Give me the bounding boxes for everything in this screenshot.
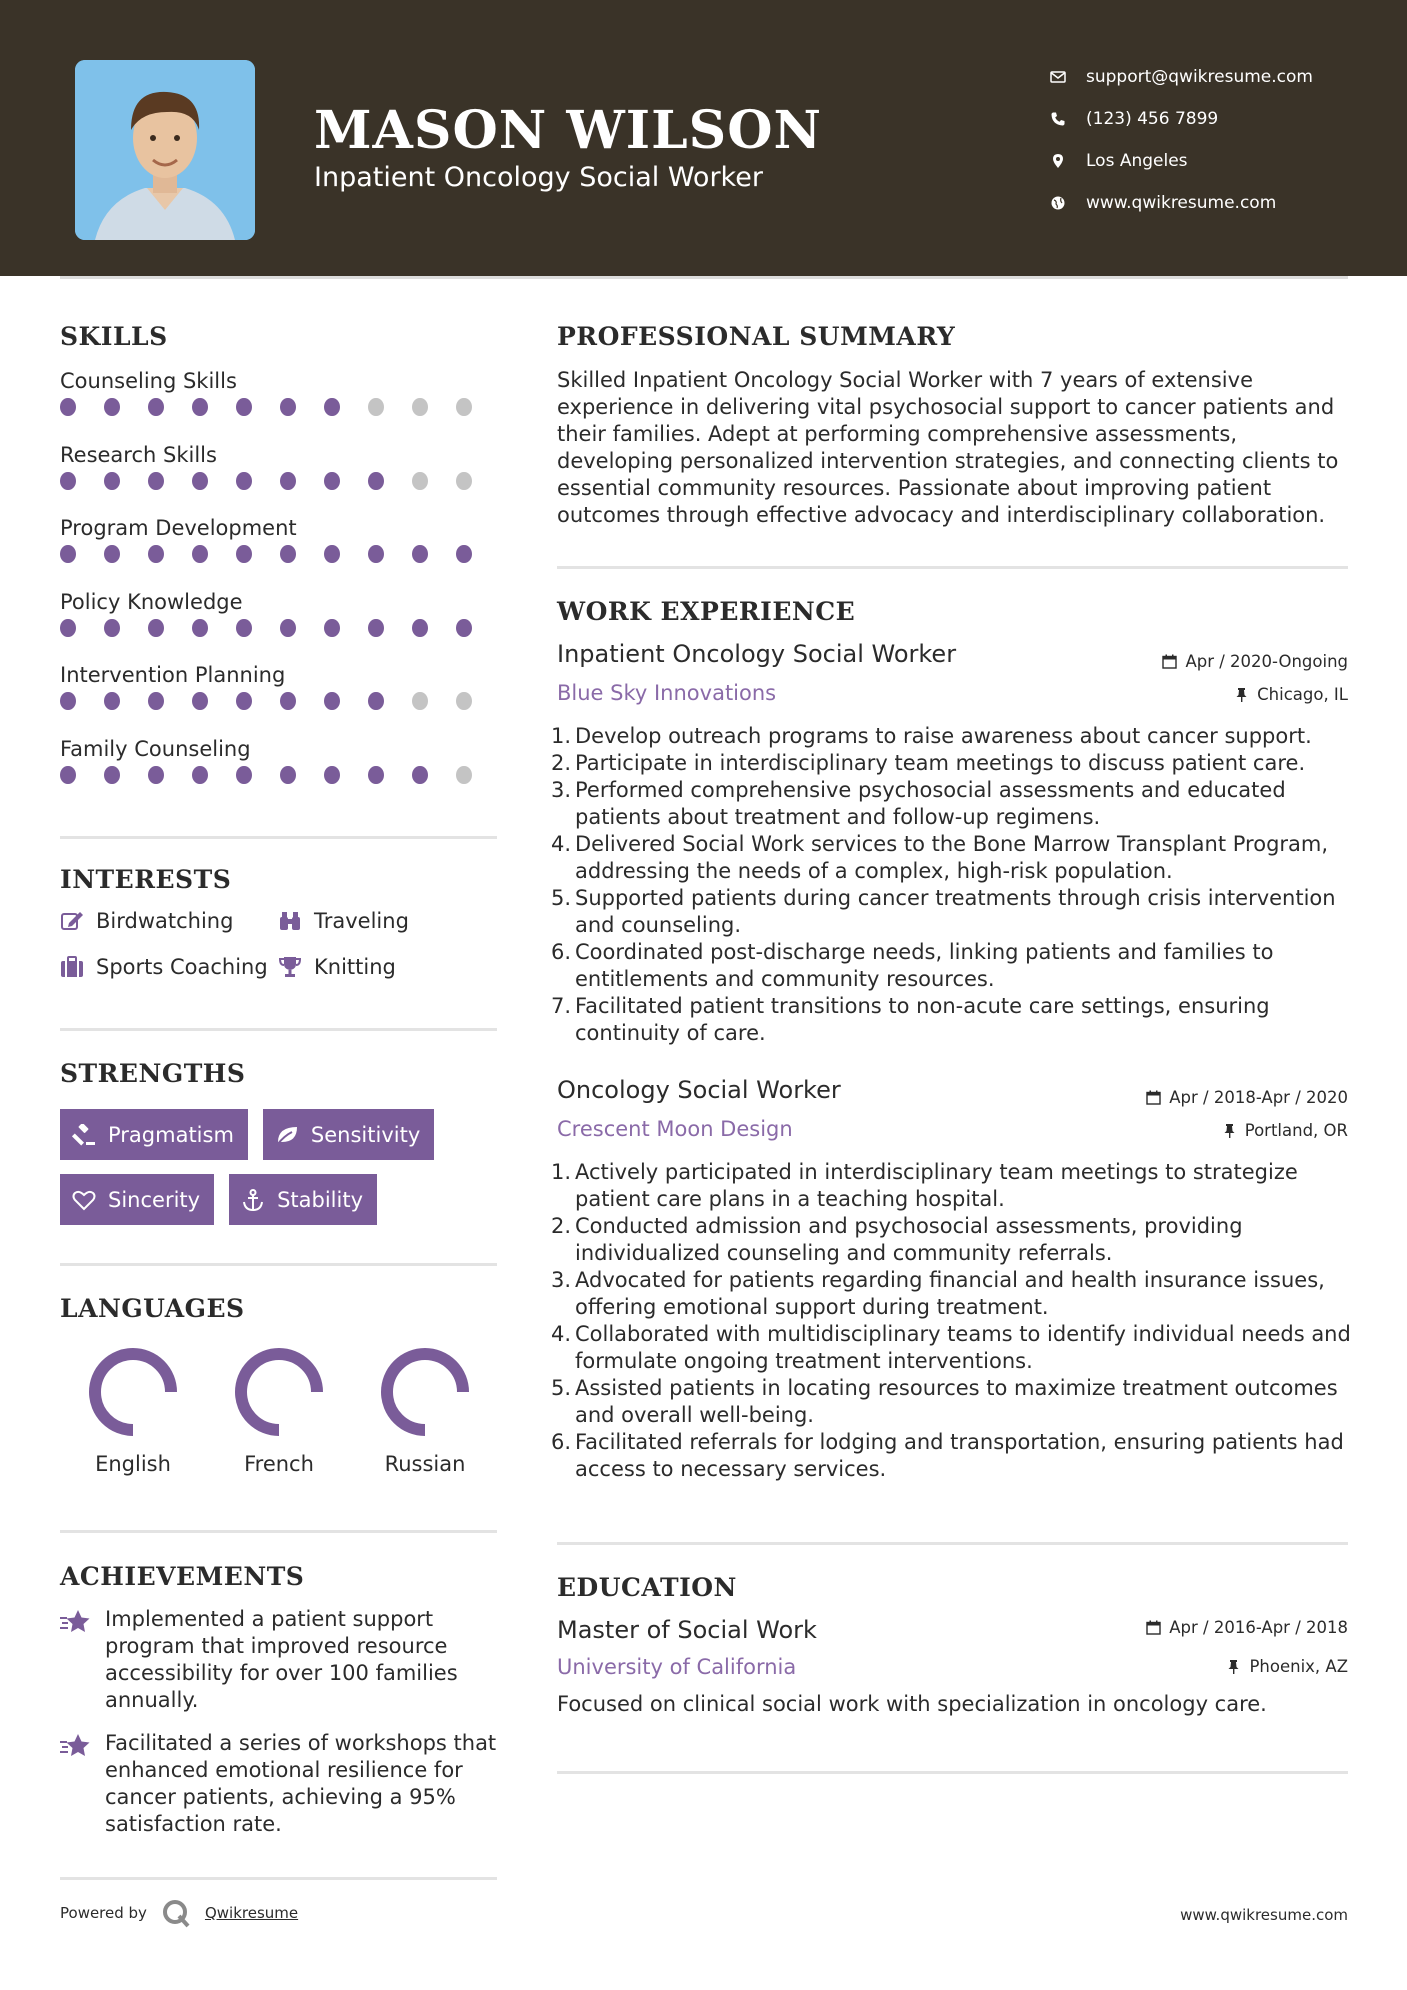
rating-dot-filled [104, 766, 120, 784]
job-bullet [551, 1213, 1351, 1267]
skills-heading: SKILLS [60, 322, 168, 351]
education-dates-text: Apr / 2016-Apr / 2018 [1169, 1618, 1348, 1637]
job-bullet [551, 1375, 1351, 1429]
job-bullet [551, 750, 1351, 777]
interest-item [278, 951, 478, 983]
language-label: English [95, 1452, 171, 1476]
rating-dot-filled [148, 398, 164, 416]
job-bullet [551, 1321, 1351, 1375]
section-divider [60, 1530, 497, 1533]
bullet-text: Facilitated patient transitions to non-acute care settings, ensuring continuity of care. [575, 994, 1270, 1045]
rating-dot-filled [368, 692, 384, 710]
leaf-icon [275, 1124, 299, 1146]
rating-dot-filled [368, 472, 384, 490]
achievements-heading: ACHIEVEMENTS [60, 1562, 305, 1591]
achievement-text: Implemented a patient support program that improved resource accessibility for over 100 families annually. [105, 1607, 458, 1712]
job-dates [1162, 652, 1348, 671]
rating-dot-empty [412, 692, 428, 710]
rating-dot-filled [60, 766, 76, 784]
rating-dot-filled [148, 692, 164, 710]
skill-name: Program Development [60, 516, 297, 540]
interest-label: Birdwatching [96, 909, 234, 933]
interest-label: Traveling [314, 909, 409, 933]
rating-dot-filled [324, 398, 340, 416]
star-icon [60, 1732, 92, 1760]
skills-list [60, 364, 500, 805]
rating-dot-filled [60, 472, 76, 490]
candidate-name: MASON WILSON [314, 100, 823, 161]
powered-by-text: Powered by [60, 1904, 147, 1922]
profile-photo [75, 60, 255, 240]
interest-label: Knitting [314, 955, 396, 979]
bullet-number: 1. [551, 1160, 572, 1184]
skill-item [60, 511, 500, 585]
degree-title: Master of Social Work [557, 1616, 817, 1644]
briefcase-icon [60, 956, 84, 978]
work-heading: WORK EXPERIENCE [557, 597, 856, 626]
edit-icon [60, 910, 84, 932]
rating-dot-filled [60, 398, 76, 416]
rating-dot-filled [368, 766, 384, 784]
section-divider [557, 1542, 1348, 1545]
contact-location-text: Los Angeles [1086, 151, 1188, 171]
skill-name: Research Skills [60, 442, 217, 467]
footer-website[interactable]: www.qwikresume.com [1180, 1906, 1348, 1924]
job-bullet [551, 1267, 1351, 1321]
job-location-text: Chicago, IL [1257, 685, 1348, 704]
bullet-number: 5. [551, 886, 572, 910]
strength-badge [60, 1109, 248, 1160]
calendar-icon [1162, 654, 1177, 669]
bullet-text: Participate in interdisciplinary team meetings to discuss patient care. [575, 751, 1306, 775]
strength-label: Sensitivity [310, 1122, 421, 1147]
language-label: French [244, 1452, 314, 1476]
section-divider [557, 1771, 1348, 1774]
bullet-number: 3. [551, 778, 572, 802]
languages-list [60, 1344, 500, 1476]
skill-rating [60, 398, 500, 416]
envelope-icon [1050, 69, 1066, 85]
job-bullets [551, 1159, 1351, 1483]
contact-list [1050, 56, 1370, 224]
skill-rating [60, 766, 500, 784]
job-bullet [551, 1159, 1351, 1213]
job-bullet [551, 777, 1351, 831]
education-heading: EDUCATION [557, 1573, 737, 1602]
education-location [1226, 1657, 1348, 1676]
rating-dot-filled [324, 472, 340, 490]
footer-branding [60, 1898, 298, 1928]
language-ring [377, 1344, 473, 1440]
bullet-number: 3. [551, 1268, 572, 1292]
contact-phone[interactable] [1050, 98, 1370, 140]
rating-dot-filled [192, 766, 208, 784]
rating-dot-empty [412, 398, 428, 416]
bullet-text: Collaborated with multidisciplinary teams to identify individual needs and formulate ongoing treatment interventions. [575, 1322, 1351, 1373]
rating-dot-filled [324, 692, 340, 710]
rating-dot-empty [368, 398, 384, 416]
job-location-text: Portland, OR [1244, 1121, 1348, 1140]
rating-dot-filled [456, 619, 472, 637]
interest-item [60, 951, 278, 983]
bullet-number: 4. [551, 1322, 572, 1346]
binoculars-icon [278, 910, 302, 932]
skill-item [60, 585, 500, 659]
rating-dot-filled [280, 545, 296, 563]
rating-dot-filled [412, 619, 428, 637]
rating-dot-filled [60, 692, 76, 710]
bullet-number: 5. [551, 1376, 572, 1400]
interest-label: Sports Coaching [96, 955, 268, 979]
education-dates [1146, 1618, 1348, 1637]
bullet-text: Delivered Social Work services to the Bone Marrow Transplant Program, addressing the needs of a complex, high-risk population. [575, 832, 1329, 883]
rating-dot-filled [324, 545, 340, 563]
rating-dot-filled [148, 766, 164, 784]
bullet-text: Advocated for patients regarding financial and health insurance issues, offering emotional support during treatment. [575, 1268, 1325, 1319]
job-dates-text: Apr / 2020-Ongoing [1185, 652, 1348, 671]
section-divider [557, 566, 1348, 569]
language-item [206, 1344, 352, 1476]
rating-dot-filled [148, 545, 164, 563]
calendar-icon [1146, 1620, 1161, 1635]
skill-name: Policy Knowledge [60, 589, 243, 614]
rating-dot-filled [280, 619, 296, 637]
education-location-text: Phoenix, AZ [1249, 1657, 1348, 1676]
summary-text: Skilled Inpatient Oncology Social Worker with 7 years of extensive experience in delivering vital psychosocial support to cancer patients and their families. Adept at performing comprehensive assessments, developing personalized intervention strategies, and connecting clients to essential community resources. Passionate about improving patient outcomes through effective advocacy and interdisciplinary collaboration. [557, 368, 1339, 527]
skill-item [60, 364, 500, 438]
rating-dot-filled [192, 545, 208, 563]
language-item [60, 1344, 206, 1476]
strengths-list [60, 1109, 500, 1239]
rating-dot-filled [192, 619, 208, 637]
rating-dot-filled [104, 692, 120, 710]
job-bullet [551, 723, 1351, 750]
bullet-text: Coordinated post-discharge needs, linking patients and families to entitlements and community resources. [575, 940, 1274, 991]
bullet-number: 2. [551, 751, 572, 775]
contact-website-text: www.qwikresume.com [1086, 193, 1277, 213]
bullet-text: Facilitated referrals for lodging and transportation, ensuring patients had access to necessary services. [575, 1430, 1344, 1481]
education-description: Focused on clinical social work with specialization in oncology care. [557, 1692, 1267, 1716]
language-ring [85, 1344, 181, 1440]
skill-rating [60, 692, 500, 710]
job-location [1234, 685, 1348, 704]
job-title: Oncology Social Worker [557, 1076, 841, 1104]
job-bullets [551, 723, 1351, 1047]
job-location [1222, 1121, 1348, 1140]
skill-rating [60, 545, 500, 563]
section-divider [60, 1877, 497, 1880]
languages-heading: LANGUAGES [60, 1294, 245, 1323]
school-name: University of California [557, 1655, 797, 1679]
summary-heading: PROFESSIONAL SUMMARY [557, 322, 956, 351]
job-dates-text: Apr / 2018-Apr / 2020 [1169, 1088, 1348, 1107]
rating-dot-filled [368, 545, 384, 563]
rating-dot-filled [148, 619, 164, 637]
qwikresume-logo-icon [161, 1898, 191, 1928]
rating-dot-filled [280, 692, 296, 710]
skill-name: Counseling Skills [60, 369, 237, 393]
contact-email[interactable] [1050, 56, 1370, 98]
job-bullet [551, 1429, 1351, 1483]
interests-heading: INTERESTS [60, 865, 232, 894]
rating-dot-empty [456, 398, 472, 416]
rating-dot-filled [236, 398, 252, 416]
rating-dot-empty [456, 692, 472, 710]
rating-dot-filled [236, 545, 252, 563]
rating-dot-empty [412, 472, 428, 490]
rating-dot-filled [104, 398, 120, 416]
bullet-text: Actively participated in interdisciplinary team meetings to strategize patient care plans in a teaching hospital. [575, 1160, 1298, 1211]
skill-rating [60, 472, 500, 490]
pushpin-icon [1234, 687, 1249, 702]
language-level-arc [387, 1354, 463, 1430]
rating-dot-filled [236, 692, 252, 710]
job-company: Crescent Moon Design [557, 1117, 793, 1141]
heart-icon [72, 1189, 96, 1211]
candidate-title: Inpatient Oncology Social Worker [314, 162, 763, 193]
job-title: Inpatient Oncology Social Worker [557, 640, 957, 668]
rating-dot-filled [236, 619, 252, 637]
strength-label: Sincerity [108, 1187, 201, 1212]
rating-dot-filled [104, 619, 120, 637]
achievements-list [60, 1606, 500, 1854]
header-divider [60, 276, 1348, 279]
interests-list [60, 905, 500, 983]
bullet-text: Performed comprehensive psychosocial assessments and educated patients about treatment and follow-up regimens. [575, 778, 1286, 829]
rating-dot-filled [236, 472, 252, 490]
star-icon [60, 1608, 92, 1636]
section-divider [60, 1263, 497, 1266]
gavel-icon [72, 1124, 96, 1146]
skill-item [60, 438, 500, 512]
rating-dot-filled [412, 545, 428, 563]
language-item [352, 1344, 498, 1476]
rating-dot-empty [456, 766, 472, 784]
strength-label: Pragmatism [108, 1122, 234, 1147]
bullet-number: 1. [551, 724, 572, 748]
achievement-text: Facilitated a series of workshops that enhanced emotional resilience for cancer patients, achieving a 95% satisfaction rate. [105, 1731, 497, 1836]
qwikresume-link[interactable]: Qwikresume [204, 1904, 299, 1922]
rating-dot-filled [104, 545, 120, 563]
bullet-text: Assisted patients in locating resources to maximize treatment outcomes and overall well-being. [575, 1376, 1338, 1427]
strengths-heading: STRENGTHS [60, 1059, 246, 1088]
bullet-text: Develop outreach programs to raise awareness about cancer support. [575, 724, 1312, 748]
section-divider [60, 836, 497, 839]
rating-dot-filled [60, 545, 76, 563]
job-dates [1146, 1088, 1348, 1107]
rating-dot-empty [456, 472, 472, 490]
job-bullet [551, 993, 1351, 1047]
rating-dot-filled [324, 766, 340, 784]
rating-dot-filled [148, 472, 164, 490]
strength-badge [60, 1174, 214, 1225]
language-level-arc [241, 1354, 317, 1430]
calendar-icon [1146, 1090, 1161, 1105]
contact-website[interactable] [1050, 182, 1370, 224]
skill-item [60, 732, 500, 806]
pushpin-icon [1226, 1659, 1241, 1674]
contact-location [1050, 140, 1370, 182]
globe-icon [1050, 195, 1066, 211]
interest-item [278, 905, 478, 937]
rating-dot-filled [192, 398, 208, 416]
achievement-item [60, 1606, 500, 1714]
bullet-number: 7. [551, 994, 572, 1018]
strength-badge [229, 1174, 377, 1225]
skill-name: Family Counseling [60, 736, 251, 761]
bullet-number: 6. [551, 1430, 572, 1454]
job-company: Blue Sky Innovations [557, 681, 777, 705]
bullet-text: Conducted admission and psychosocial assessments, providing individualized counseling and community referrals. [575, 1214, 1243, 1265]
job-bullet [551, 885, 1351, 939]
skill-name: Intervention Planning [60, 663, 286, 687]
rating-dot-filled [324, 619, 340, 637]
rating-dot-filled [104, 472, 120, 490]
bullet-number: 6. [551, 940, 572, 964]
rating-dot-filled [192, 692, 208, 710]
rating-dot-filled [60, 619, 76, 637]
skill-item [60, 658, 500, 732]
rating-dot-filled [412, 766, 428, 784]
strength-badge [263, 1109, 434, 1160]
job-bullet [551, 939, 1351, 993]
language-label: Russian [384, 1452, 466, 1476]
language-ring [231, 1344, 327, 1440]
rating-dot-filled [192, 472, 208, 490]
rating-dot-filled [456, 545, 472, 563]
rating-dot-filled [280, 472, 296, 490]
trophy-icon [278, 956, 302, 978]
pushpin-icon [1222, 1123, 1237, 1138]
strength-label: Stability [277, 1187, 364, 1212]
job-bullet [551, 831, 1351, 885]
bullet-number: 4. [551, 832, 572, 856]
section-divider [60, 1028, 497, 1031]
language-level-arc [95, 1354, 171, 1430]
rating-dot-filled [280, 398, 296, 416]
interest-item [60, 905, 278, 937]
phone-icon [1050, 111, 1066, 127]
rating-dot-filled [280, 766, 296, 784]
contact-phone-text: (123) 456 7899 [1086, 109, 1219, 129]
map-pin-icon [1050, 153, 1066, 169]
anchor-icon [241, 1189, 265, 1211]
contact-email-text: support@qwikresume.com [1086, 67, 1313, 87]
skill-rating [60, 619, 500, 637]
bullet-number: 2. [551, 1214, 572, 1238]
rating-dot-filled [236, 766, 252, 784]
achievement-item [60, 1730, 500, 1838]
rating-dot-filled [368, 619, 384, 637]
bullet-text: Supported patients during cancer treatments through crisis intervention and counseling. [575, 886, 1336, 937]
